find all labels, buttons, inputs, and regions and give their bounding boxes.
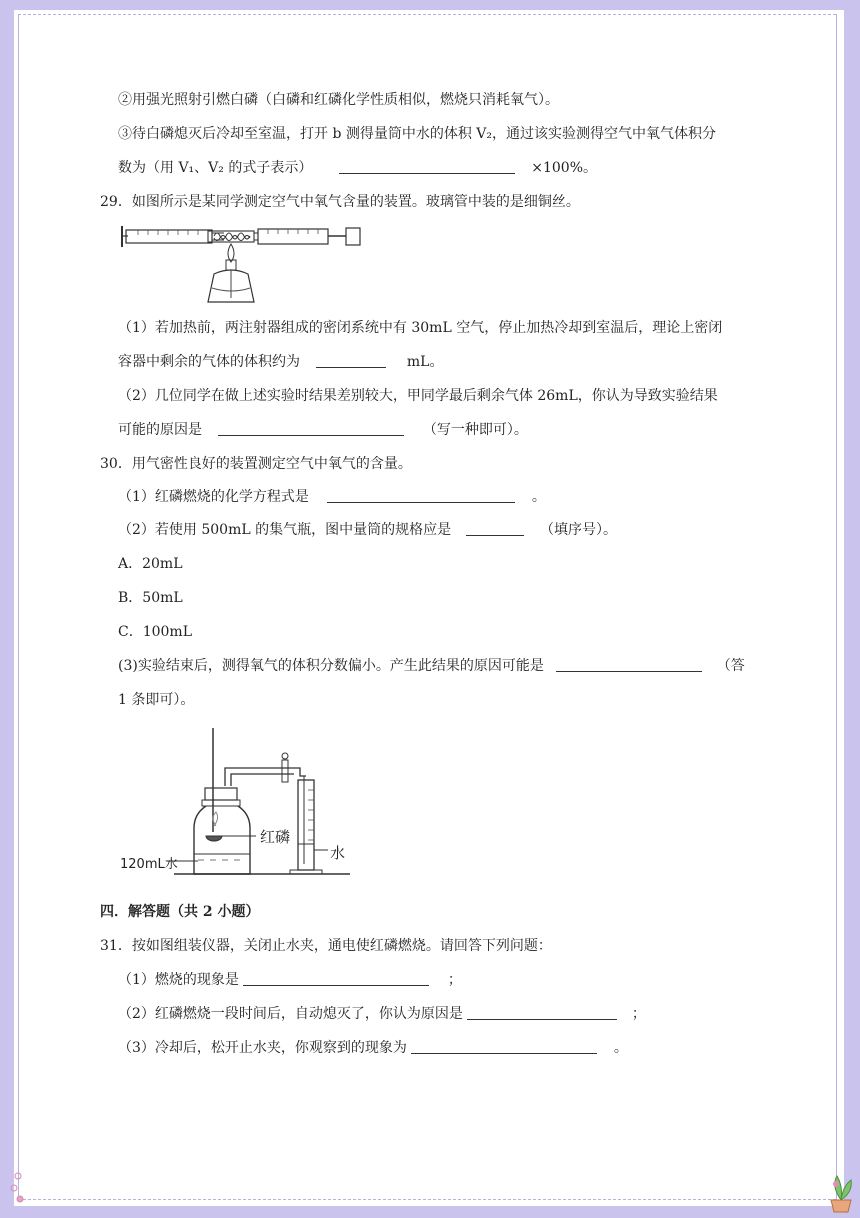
observation-prompt: （3）冷却后，松开止水夹，你观察到的现象为 (118, 1040, 407, 1056)
answer-blank-29-1[interactable] (316, 353, 386, 368)
period: 。 (531, 489, 546, 505)
unit-ml: mL。 (406, 354, 444, 370)
formula-prompt: 数为（用 V₁、V₂ 的式子表示） (118, 160, 313, 176)
question-29-part-2-line1: （2）几位同学在做上述实验时结果差别较大，甲同学最后剩余气体 26mL，你认为导致实验结果 (118, 388, 718, 404)
answer-blank-30-3[interactable] (556, 657, 702, 672)
semicolon-1: ； (447, 972, 462, 988)
question-31-part-3 (118, 1038, 628, 1058)
question-30-part-3-line1 (118, 656, 745, 676)
label-red-phosphorus: 红磷 (260, 828, 291, 846)
question-30: 30．用气密性良好的装置测定空气中氧气的含量。 (100, 456, 412, 472)
question-31-part-2 (118, 1004, 646, 1024)
page-frame-left (18, 14, 19, 1200)
phenomenon-prompt: （1）燃烧的现象是 (118, 972, 239, 988)
reason-prompt: 可能的原因是 (118, 422, 202, 438)
question-30-part-2 (118, 520, 617, 540)
equation-prompt: （1）红磷燃烧的化学方程式是 (118, 489, 309, 505)
page-frame-right (836, 14, 837, 1200)
figure-syringe-apparatus (118, 218, 368, 308)
label-water: 水 (330, 844, 346, 862)
option-a[interactable]: A．20mL (118, 556, 183, 572)
answer-blank-formula[interactable] (339, 159, 515, 174)
cylinder-spec-prompt: （2）若使用 500mL 的集气瓶，图中量筒的规格应是 (118, 522, 452, 538)
step-2-line: ②用强光照射引燃白磷（白磷和红磷化学性质相似，燃烧只消耗氧气）。 (118, 92, 559, 108)
answer-blank-29-2[interactable] (218, 421, 404, 436)
remaining-volume-prompt: 容器中剩余的气体的体积约为 (118, 354, 300, 370)
percent-suffix: ×100%。 (531, 160, 598, 176)
answer-blank-31-2[interactable] (467, 1005, 617, 1020)
question-30-part-3-line2: 1 条即可）。 (118, 692, 195, 708)
question-31-part-1 (118, 970, 462, 990)
potted-plant-icon (824, 1170, 858, 1214)
answer-blank-30-2[interactable] (466, 521, 524, 536)
question-29-part-1-line1: （1）若加热前，两注射器组成的密闭系统中有 30mL 空气，停止加热冷却到室温后，理论上密闭 (118, 320, 723, 336)
question-29-part-1-line2 (118, 352, 443, 372)
step-3-formula-line (118, 158, 597, 178)
question-31: 31．按如图组装仪器，关闭止水夹，通电使红磷燃烧。请回答下列问题： (100, 938, 552, 954)
option-b[interactable]: B．50mL (118, 590, 183, 606)
period-end: 。 (613, 1040, 628, 1056)
document-page (14, 10, 844, 1206)
label-bottle-water: 120mL水 (120, 857, 178, 872)
hint-one-reason: （写一种即可）。 (422, 422, 528, 438)
section-heading-4: 四．解答题（共 2 小题） (100, 904, 260, 920)
question-30-part-1 (118, 487, 546, 507)
answer-blank-30-1[interactable] (327, 488, 515, 503)
result-cause-prompt: (3)实验结束后，测得氧气的体积分数偏小。产生此结果的原因可能是 (118, 658, 544, 674)
step-3-line: ③待白磷熄灭后冷却至室温，打开 b 测得量筒中水的体积 V₂，通过该实验测得空气中氧气体积分 (118, 126, 717, 142)
question-29-part-2-line2 (118, 420, 528, 440)
answer-blank-31-1[interactable] (243, 971, 429, 986)
flower-decoration-icon (4, 1166, 34, 1206)
figure-bottle-cylinder (118, 724, 358, 884)
fill-number-hint: （填序号）。 (540, 522, 618, 538)
option-c[interactable]: C．100mL (118, 624, 193, 640)
question-29: 29．如图所示是某同学测定空气中氧气含量的装置。玻璃管中装的是细铜丝。 (100, 194, 580, 210)
extinguish-reason-prompt: （2）红磷燃烧一段时间后，自动熄灭了，你认为原因是 (118, 1006, 463, 1022)
answer-hint-start: （答 (716, 658, 745, 674)
answer-blank-31-3[interactable] (411, 1039, 597, 1054)
semicolon-2: ； (631, 1006, 646, 1022)
